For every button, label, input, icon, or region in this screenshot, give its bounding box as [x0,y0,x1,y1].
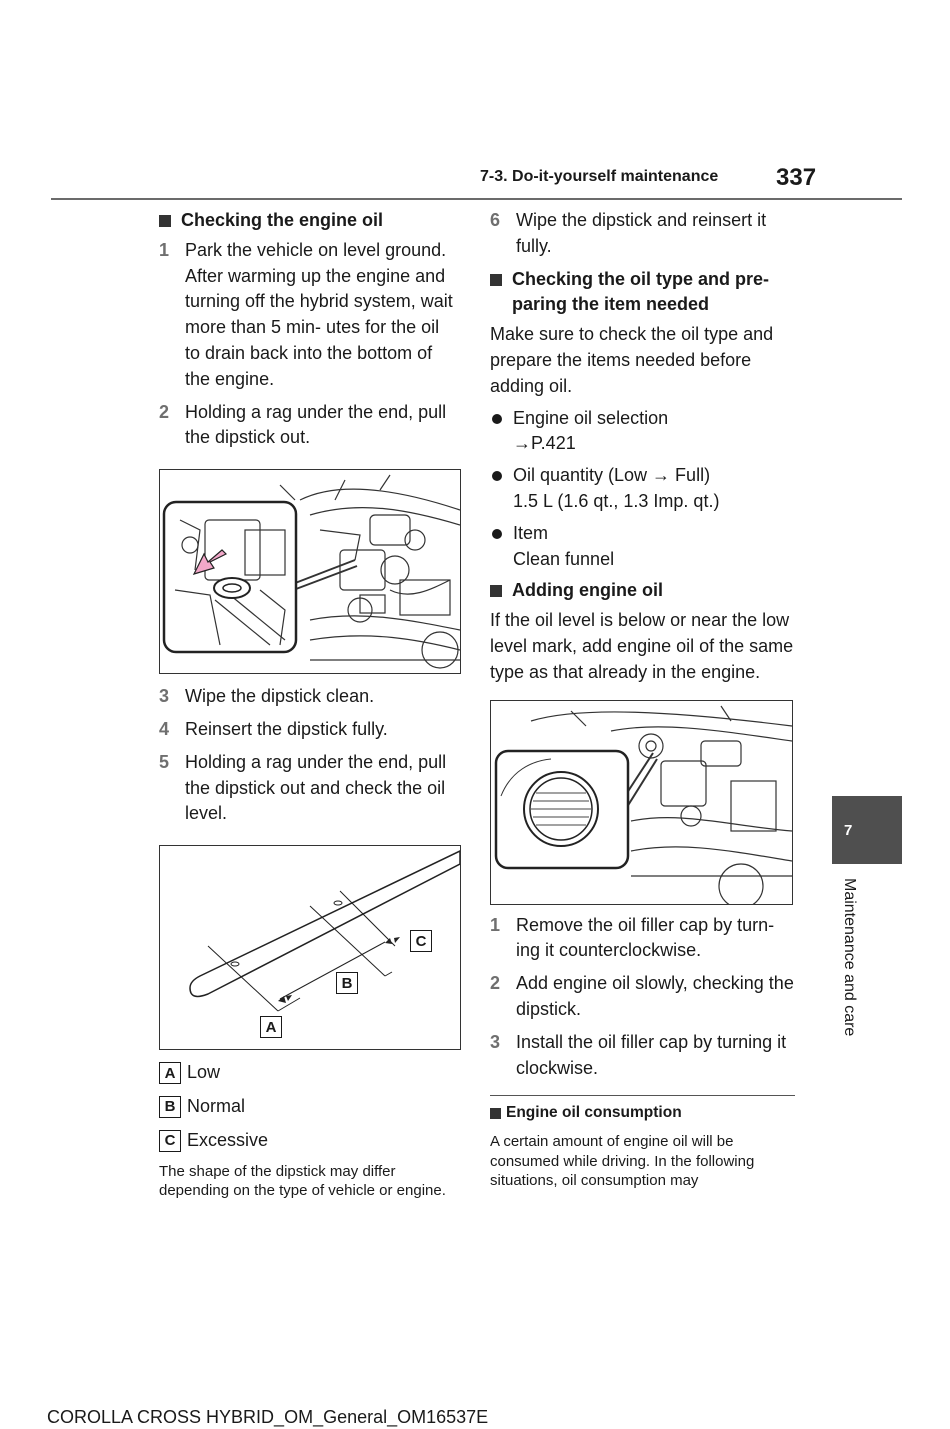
step-text: Holding a rag under the end, pull the dipstick out. [185,401,447,448]
step-number: 1 [490,914,501,935]
step-number: 1 [159,239,170,260]
step-number: 4 [159,718,170,739]
page-number: 337 [776,164,817,191]
section-title: 7-3. Do-it-yourself maintenance [480,168,719,185]
level-legend [159,1060,459,1153]
legend-key: A [159,1062,181,1084]
bullet-dot-icon [492,471,502,481]
bullet-item: Engine oil selection →P.421 [490,406,795,458]
step-number: 3 [159,686,170,707]
legend-label: Normal [187,1095,246,1116]
filler-cap-drawing [491,701,792,904]
step-number: 6 [490,210,501,230]
step-text: Remove the oil filler cap by turn- ing it counterclockwise. [516,914,775,961]
legend-item [159,1128,459,1154]
right-column [490,208,795,1191]
step-item [159,717,459,743]
step-text: Wipe the dipstick clean. [185,686,375,707]
square-bullet-icon [490,1108,501,1119]
engine-dipstick-illustration [159,469,461,674]
legend-key: C [159,1130,181,1152]
square-bullet-icon [490,274,502,286]
left-column [159,208,459,1201]
heading-oil-type: Checking the oil type and pre- paring the item needed [490,267,795,319]
step-item [490,971,795,1023]
heading-adding-oil: Adding engine oil [490,578,795,604]
step-text: Wipe the dipstick and reinsert it fully. [516,210,767,256]
step-text: Holding a rag under the end, pull the dipstick out and check the oil level. [185,751,447,824]
step-item [159,750,459,827]
footer-doc-id: COROLLA CROSS HYBRID_OM_General_OM16537E [47,1407,489,1427]
note-title: Engine oil consumption [490,1100,795,1126]
bullet-dot-icon [492,414,502,424]
oil-filler-cap-illustration [490,700,793,905]
chapter-number: 7 [844,822,853,839]
paragraph: Make sure to check the oil type and prepare the items needed before adding oil. [490,324,774,396]
step-item [159,238,459,393]
bullet-item: Oil quantity (Low → Full) 1.5 L (1.6 qt., 1.3 Imp. qt.) [490,463,795,515]
step-number: 5 [159,751,170,772]
dipstick-label-c: C [410,930,432,952]
step-text: Install the oil filler cap by turning it clockwise. [516,1031,787,1078]
chapter-label: Maintenance and care [841,878,858,1037]
step-number: 3 [490,1031,501,1052]
step-text: Reinsert the dipstick fully. [185,718,388,739]
header-divider [51,198,902,200]
step-item [159,684,459,710]
dipstick-label-b: B [336,972,358,994]
dipstick-label-a: A [260,1016,282,1038]
bullet-dot-icon [492,529,502,539]
legend-label: Excessive [187,1129,269,1150]
paragraph: If the oil level is below or near the low level mark, add engine oil of the same type as that already in the engine. [490,610,794,682]
page-reference: →P.421 [513,433,576,454]
step-number: 2 [490,973,501,994]
heading-checking-oil: Checking the engine oil [159,208,459,234]
step-text: Park the vehicle on level ground. After warming up the engine and turning off the hybrid system, wait more than 5 min- utes for the oil to drain back into the bottom of the engine. [185,239,453,389]
engine-bay-drawing [160,470,460,673]
dipstick-level-illustration [159,845,461,1050]
square-bullet-icon [159,215,171,227]
legend-key: B [159,1096,181,1118]
step-item [490,208,795,260]
legend-label: Low [187,1062,221,1083]
step-number: 2 [159,401,170,422]
bullet-item: Item Clean funnel [490,521,795,573]
dipstick-note: The shape of the dipstick may differ depending on the type of vehicle or engine. [159,1162,446,1200]
legend-item [159,1094,459,1120]
step-text: Add engine oil slowly, checking the dipstick. [516,973,794,1019]
note-divider [490,1095,795,1096]
step-item [490,1030,795,1082]
step-item [490,913,795,965]
note-text: A certain amount of engine oil will be consumed while driving. In the following situations, oil consumption may [490,1133,755,1190]
step-item [159,400,459,452]
square-bullet-icon [490,585,502,597]
note-box [490,1095,795,1190]
chapter-tab [832,796,902,864]
legend-item [159,1060,459,1086]
